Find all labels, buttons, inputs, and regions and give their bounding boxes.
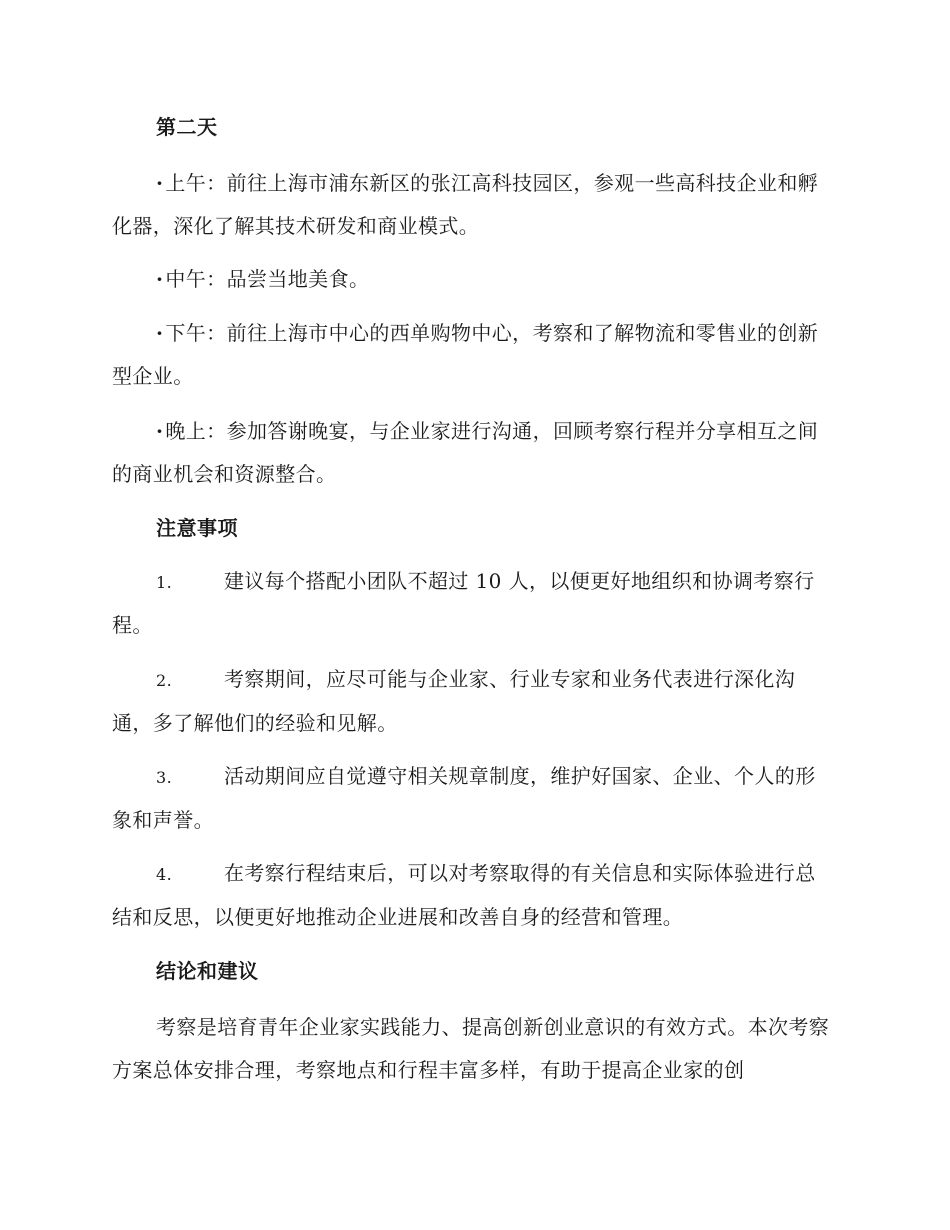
item-number: 3.: [156, 768, 173, 787]
item-text: 考察期间，应尽可能与企业家、行业专家和业务代表进行深化沟通，多了解他们的经验和见解。: [112, 667, 796, 735]
notes-item-2: [112, 658, 832, 745]
bullet: ·: [156, 267, 164, 291]
item-text: 晚上：参加答谢晚宴，与企业家进行沟通，回顾考察行程并分享相互之间的商业机会和资源整合。: [112, 419, 819, 486]
item-text: 中午：品尝当地美食。: [165, 267, 370, 291]
bullet: ·: [156, 419, 164, 443]
item-text: 在考察行程结束后，可以对考察取得的有关信息和实际体验进行总结和反思，以便更好地推动企业进展和改善自身的经营和管理。: [112, 861, 816, 929]
item-text: 建议每个搭配小团队不超过 10 人，以便更好地组织和协调考察行程。: [112, 569, 815, 637]
item-number: 4.: [156, 865, 173, 884]
item-text: 下午：前往上海市中心的西单购物中心，考察和了解物流和零售业的创新型企业。: [112, 321, 819, 388]
bullet: ·: [156, 171, 164, 195]
paragraph-text: 考察是培育青年企业家实践能力、提高创新创业意识的有效方式。本次考察方案总体安排合理，考察地点和行程丰富多样，有助于提高企业家的创: [112, 1015, 830, 1082]
notes-item-4: [112, 852, 832, 939]
day2-item-morning: [112, 162, 832, 248]
day2-item-noon: [112, 258, 832, 301]
item-number: 1.: [156, 573, 173, 592]
day2-item-evening: [112, 410, 832, 496]
notes-item-3: [112, 755, 832, 842]
day2-heading: 第二天: [156, 115, 218, 139]
notes-heading: 注意事项: [156, 516, 238, 540]
bullet: ·: [156, 321, 164, 345]
item-text: 上午：前往上海市浦东新区的张江高科技园区，参观一些高科技企业和孵化器，深化了解其技术研发和商业模式。: [112, 171, 819, 238]
conclusion-heading: 结论和建议: [156, 959, 259, 983]
conclusion-paragraph: [112, 1006, 832, 1092]
notes-item-1: [112, 560, 832, 647]
item-number: 2.: [156, 671, 173, 690]
item-text: 活动期间应自觉遵守相关规章制度，维护好国家、企业、个人的形象和声誉。: [112, 764, 816, 832]
day2-item-afternoon: [112, 312, 832, 398]
